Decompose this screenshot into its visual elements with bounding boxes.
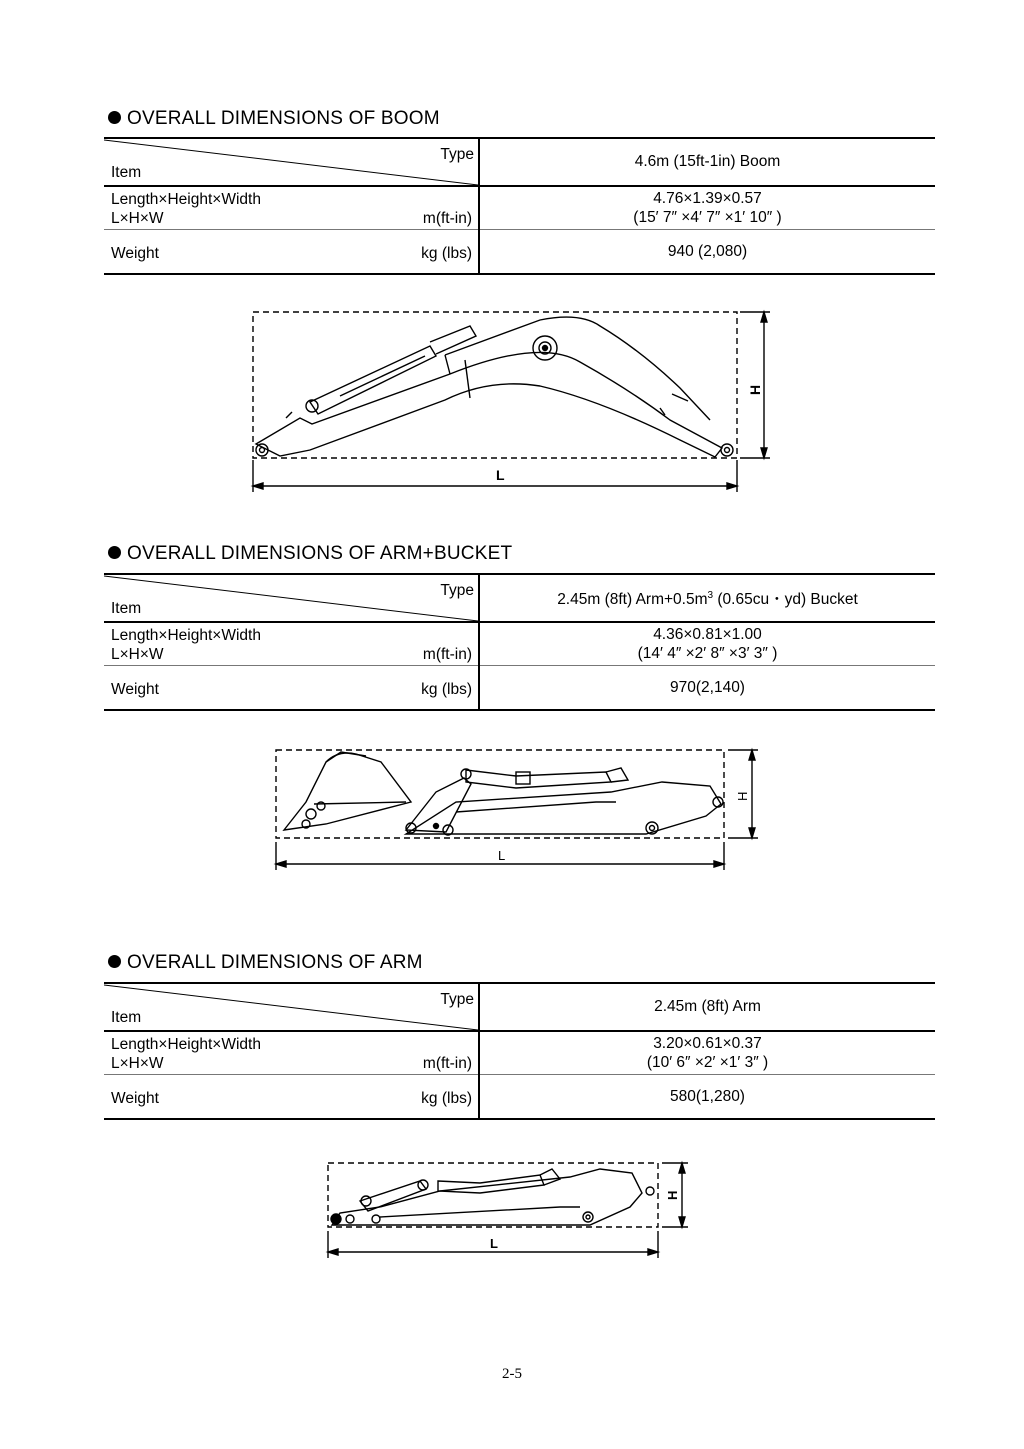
dimension-metric-value: 4.76×1.39×0.57 (653, 190, 762, 207)
item-label: Item (111, 164, 142, 181)
arm-bucket-weight-label-cell (104, 666, 479, 711)
boom-header-item-cell (104, 138, 479, 186)
type-label: Type (440, 146, 474, 163)
arm-type-value: 2.45m (8ft) Arm (479, 983, 935, 1031)
arm-header-item-cell (104, 983, 479, 1031)
boom-dimension-label-cell (104, 186, 479, 230)
height-label: H (747, 384, 763, 395)
arm-bucket-header-item-cell (104, 574, 479, 622)
weight-label: Weight (111, 1090, 159, 1107)
type-label: Type (440, 991, 474, 1008)
dimension-label: Length×Height×Width (111, 627, 261, 644)
dimension-abbrev: L×H×W (111, 1055, 164, 1072)
arm-bucket-type-value (479, 574, 935, 622)
arm-weight-value: 580(1,280) (479, 1075, 935, 1120)
type-value-text-suffix: (0.65cu・yd) Bucket (713, 591, 858, 608)
type-value-text: 2.45m (8ft) Arm+0.5m (557, 591, 708, 608)
bullet-icon (108, 955, 121, 968)
boom-spec-table (104, 137, 935, 275)
type-value-superscript: 3 (707, 589, 714, 601)
length-label: L (490, 1236, 498, 1251)
arm-drawing (320, 1155, 700, 1265)
arm-bucket-dimension-label-cell (104, 622, 479, 666)
boom-section-title (108, 108, 440, 130)
arm-title-text: OVERALL DIMENSIONS OF ARM (127, 952, 423, 973)
weight-label: Weight (111, 681, 159, 698)
arm-spec-table (104, 982, 935, 1120)
dimension-unit: m(ft-in) (422, 646, 472, 663)
dimension-metric-value: 3.20×0.61×0.37 (653, 1035, 762, 1052)
diagonal-divider (104, 575, 478, 621)
dimension-unit: m(ft-in) (422, 210, 472, 227)
page-number: 2-5 (502, 1366, 522, 1382)
boom-dimension-value-cell (479, 186, 935, 230)
length-label: L (496, 467, 505, 483)
dimension-metric-value: 4.36×0.81×1.00 (653, 626, 762, 643)
dimension-label: Length×Height×Width (111, 191, 261, 208)
arm-weight-label-cell (104, 1075, 479, 1120)
height-label: H (735, 791, 750, 801)
arm-section-title (108, 952, 423, 974)
arm-bucket-title-text: OVERALL DIMENSIONS OF ARM+BUCKET (127, 543, 513, 564)
arm-bucket-spec-table (104, 573, 935, 711)
boom-title-text: OVERALL DIMENSIONS OF BOOM (127, 108, 440, 129)
length-label: L (498, 848, 506, 863)
type-label: Type (440, 582, 474, 599)
bullet-icon (108, 546, 121, 559)
arm-dimension-label-cell (104, 1031, 479, 1075)
weight-label: Weight (111, 245, 159, 262)
arm-bucket-dimension-value-cell (479, 622, 935, 666)
item-label: Item (111, 600, 142, 617)
dimension-unit: m(ft-in) (422, 1055, 472, 1072)
dimension-imperial-value: (14′ 4″ ×2′ 8″ ×3′ 3″ ) (637, 645, 778, 662)
dimension-abbrev: L×H×W (111, 646, 164, 663)
dimension-imperial-value: (10′ 6″ ×2′ ×1′ 3″ ) (646, 1054, 769, 1071)
dimension-abbrev: L×H×W (111, 210, 164, 227)
boom-weight-label-cell (104, 230, 479, 275)
arm-bucket-drawing (266, 742, 766, 877)
boom-weight-value: 940 (2,080) (479, 230, 935, 275)
weight-unit: kg (lbs) (421, 245, 472, 262)
arm-bucket-section-title (108, 543, 512, 565)
dimension-label: Length×Height×Width (111, 1036, 261, 1053)
diagonal-divider (104, 139, 478, 185)
boom-type-value: 4.6m (15ft-1in) Boom (479, 138, 935, 186)
item-label: Item (111, 1009, 142, 1026)
arm-dimension-value-cell (479, 1031, 935, 1075)
diagonal-divider (104, 984, 478, 1030)
weight-unit: kg (lbs) (421, 1090, 472, 1107)
weight-unit: kg (lbs) (421, 681, 472, 698)
bullet-icon (108, 111, 121, 124)
boom-drawing (240, 300, 780, 500)
height-label: H (665, 1190, 680, 1200)
arm-bucket-weight-value: 970(2,140) (479, 666, 935, 711)
dimension-imperial-value: (15′ 7″ ×4′ 7″ ×1′ 10″ ) (633, 209, 782, 226)
